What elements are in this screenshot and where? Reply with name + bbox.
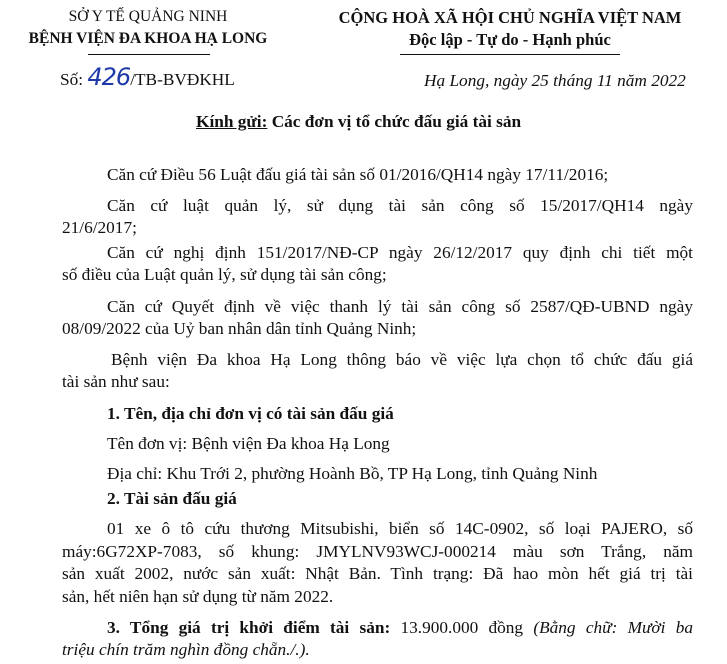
section3-amount: 13.900.000 đồng xyxy=(400,618,524,637)
basis-line-2: Căn cứ luật quản lý, sử dụng tài sản công số 15/2017/QH14 ngày xyxy=(107,196,693,215)
section3-title: 3. Tổng giá trị khởi điểm tài sản: xyxy=(107,618,391,637)
basis-line-7: 08/09/2022 của Uỷ ban nhân dân tỉnh Quảng Ninh; xyxy=(62,319,417,338)
org-parent: SỞ Y TẾ QUẢNG NINH xyxy=(68,8,228,25)
motto-underline xyxy=(400,54,620,55)
doc-number-handwritten: 426 xyxy=(87,63,131,91)
doc-number xyxy=(60,63,235,91)
motto: Độc lập - Tự do - Hạnh phúc xyxy=(409,30,611,49)
org-name: BỆNH VIỆN ĐA KHOA HẠ LONG xyxy=(28,30,268,47)
basis-line-6: Căn cứ Quyết định về việc thanh lý tài sản công số 2587/QĐ-UBND ngày xyxy=(107,297,693,316)
section2-line-1: 01 xe ô tô cứu thương Mitsubishi, biển số 14C-0902, số loại PAJERO, số xyxy=(107,519,693,538)
section2-line-2: máy:6G72XP-7083, số khung: JMYLNV93WCJ-000214 màu sơn Trắng, năm xyxy=(62,542,693,561)
intro-line-1: Bệnh viện Đa khoa Hạ Long thông báo về việc lựa chọn tổ chức đấu giá xyxy=(111,350,693,369)
doc-number-suffix: /TB-BVĐKHL xyxy=(130,70,235,89)
basis-line-1: Căn cứ Điều 56 Luật đấu giá tài sản số 01/2016/QH14 ngày 17/11/2016; xyxy=(107,165,609,184)
basis-line-5: số điều của Luật quản lý, sử dụng tài sản công; xyxy=(62,265,387,284)
section3-line-1 xyxy=(107,617,693,639)
section1-title: 1. Tên, địa chỉ đơn vị có tài sản đấu giá xyxy=(107,404,394,423)
recipient xyxy=(196,111,521,133)
section3-words-2: triệu chín trăm nghìn đồng chẵn./.). xyxy=(62,640,310,659)
place-date: Hạ Long, ngày 25 tháng 11 năm 2022 xyxy=(424,71,686,90)
org-underline xyxy=(88,54,210,55)
section1-address: Địa chỉ: Khu Trới 2, phường Hoành Bồ, TP Hạ Long, tỉnh Quảng Ninh xyxy=(107,464,598,483)
section1-unit: Tên đơn vị: Bệnh viện Đa khoa Hạ Long xyxy=(107,434,390,453)
country-name: CỘNG HOÀ XÃ HỘI CHỦ NGHĨA VIỆT NAM xyxy=(338,8,682,27)
section2-line-4: sản, hết niên hạn sử dụng từ năm 2022. xyxy=(62,587,334,606)
section2-title: 2. Tài sản đấu giá xyxy=(107,489,237,508)
basis-line-4: Căn cứ nghị định 151/2017/NĐ-CP ngày 26/12/2017 quy định chi tiết một xyxy=(107,243,693,262)
section2-line-3: sản xuất 2002, nước sản xuất: Nhật Bản. Tình trạng: Đã hao mòn hết giá trị tài xyxy=(62,564,693,583)
doc-number-label: Số: xyxy=(60,70,84,89)
section3-words-1: (Bằng chữ: Mười ba xyxy=(533,618,693,637)
recipient-label: Kính gửi: xyxy=(196,112,268,131)
recipient-value: Các đơn vị tổ chức đấu giá tài sản xyxy=(271,112,522,131)
intro-line-2: tài sản như sau: xyxy=(62,372,170,391)
basis-line-3: 21/6/2017; xyxy=(62,218,137,237)
